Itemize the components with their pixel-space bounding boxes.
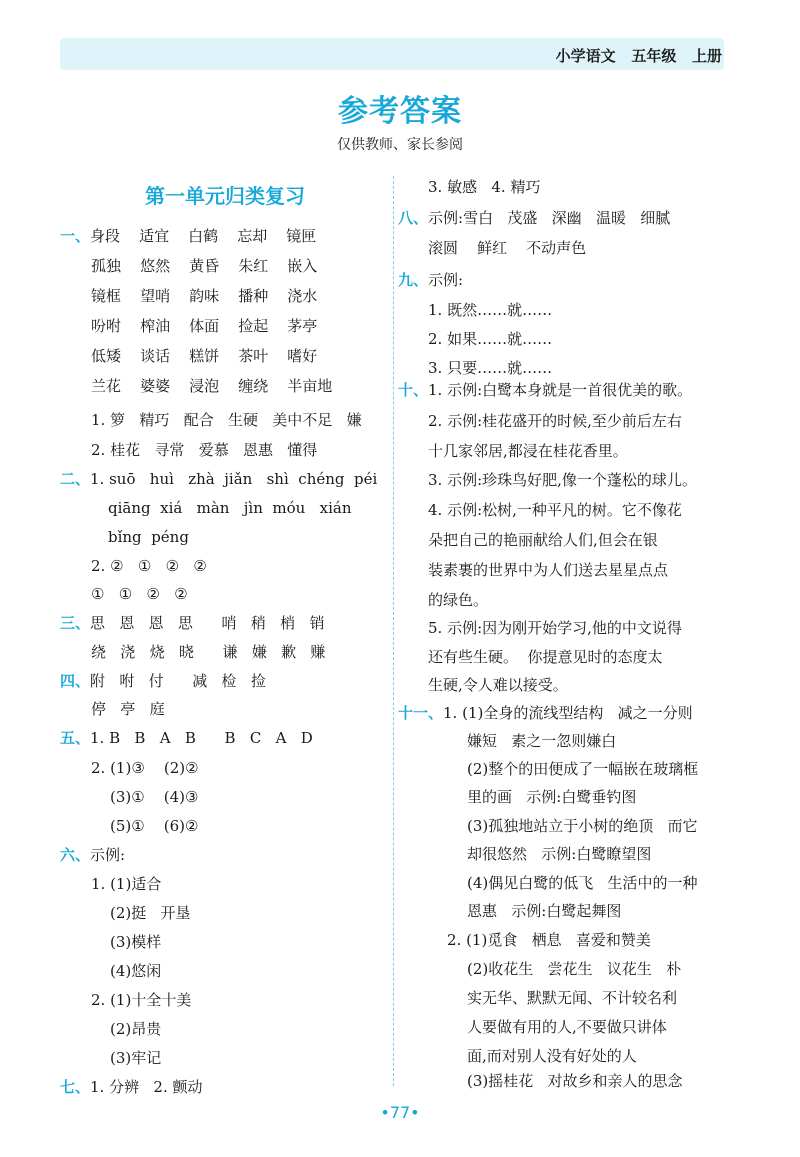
answer-text: 2. ② ① ② ② bbox=[91, 557, 207, 575]
answer-text: 朵把自己的艳丽献给人们,但会在银 bbox=[428, 531, 658, 549]
right-answer-line bbox=[428, 590, 488, 610]
answer-text: (3)摇桂花 对故乡和亲人的思念 bbox=[467, 1072, 683, 1090]
right-answer-line bbox=[398, 270, 463, 290]
answer-text: 1. 既然……就…… bbox=[428, 301, 553, 319]
answer-text: 孤独 悠然 黄昏 朱红 嵌入 bbox=[91, 257, 318, 275]
right-answer-line bbox=[467, 1071, 683, 1091]
question-number: 二、 bbox=[60, 470, 91, 488]
left-answer-line bbox=[91, 642, 325, 662]
answer-text: 3. 敏感 4. 精巧 bbox=[428, 178, 541, 196]
answer-text: (3)模样 bbox=[110, 933, 162, 951]
answer-text: 1. 示例:白鹭本身就是一首很优美的歌。 bbox=[428, 381, 693, 399]
answer-text: 身段 适宜 白鹤 忘却 镜匣 bbox=[90, 227, 317, 245]
right-answer-line bbox=[428, 358, 552, 378]
right-answer-line bbox=[467, 988, 677, 1008]
answer-text: qiāng xiá màn jìn móu xián bbox=[108, 499, 352, 517]
unit-title: 第一单元归类复习 bbox=[145, 184, 305, 208]
left-answer-line bbox=[110, 903, 191, 923]
answer-text: (2)昂贵 bbox=[110, 1020, 162, 1038]
right-answer-line bbox=[428, 647, 663, 667]
right-answer-line bbox=[467, 816, 698, 836]
right-answer-line bbox=[428, 470, 697, 490]
answer-text: 思 恩 恩 思 哨 稍 梢 销 bbox=[90, 614, 325, 632]
left-answer-line bbox=[91, 410, 362, 430]
right-answer-line bbox=[467, 959, 681, 979]
answer-text: 却很悠然 示例:白鹭瞭望图 bbox=[467, 845, 652, 863]
right-answer-line bbox=[428, 411, 682, 431]
answer-text: 2. 如果……就…… bbox=[428, 330, 553, 348]
left-answer-line bbox=[110, 1048, 161, 1068]
right-answer-line bbox=[428, 300, 552, 320]
column-divider bbox=[393, 176, 394, 1086]
answer-text: 2. (1)觅食 栖息 喜爱和赞美 bbox=[447, 931, 651, 949]
question-number: 六、 bbox=[60, 846, 91, 864]
right-answer-line bbox=[467, 1046, 637, 1066]
answer-text: (3)① (4)③ bbox=[110, 788, 199, 806]
page-number: •77• bbox=[380, 1103, 420, 1122]
question-number: 三、 bbox=[60, 614, 91, 632]
answer-text: 嫌短 素之一忽则嫌白 bbox=[467, 732, 617, 750]
right-answer-line bbox=[467, 873, 698, 893]
right-answer-line bbox=[428, 560, 668, 580]
answer-text: (2)整个的田便成了一幅嵌在玻璃框 bbox=[467, 760, 699, 778]
left-answer-line bbox=[91, 346, 317, 366]
answer-text: bǐng péng bbox=[108, 528, 189, 546]
left-answer-line bbox=[110, 932, 161, 952]
answer-text: 十几家邻居,都浸在桂花香里。 bbox=[428, 442, 628, 460]
right-answer-line bbox=[428, 675, 568, 695]
right-answer-line bbox=[398, 208, 670, 228]
left-answer-line bbox=[108, 527, 189, 547]
answer-text: (5)① (6)② bbox=[110, 817, 199, 835]
answer-text: 1. 箩 精巧 配合 生硬 美中不足 嫌 bbox=[91, 411, 362, 429]
left-answer-line bbox=[110, 816, 198, 836]
answer-text: (2)收花生 尝花生 议花生 朴 bbox=[467, 960, 682, 978]
right-answer-line bbox=[467, 731, 616, 751]
right-answer-line bbox=[467, 901, 621, 921]
answer-text: 滚圆 鲜红 不动声色 bbox=[428, 239, 587, 257]
answer-text: 停 亭 庭 bbox=[91, 700, 165, 718]
answer-text: 低矮 谈话 糕饼 茶叶 嗜好 bbox=[91, 347, 318, 365]
answer-text: 的绿色。 bbox=[428, 591, 489, 609]
right-answer-line bbox=[447, 930, 651, 950]
answer-text: 2. (1)③ (2)② bbox=[91, 759, 199, 777]
left-answer-line bbox=[91, 286, 317, 306]
answer-text: 示例: bbox=[90, 846, 126, 864]
answer-text: (3)孤独地站立于小树的绝顶 而它 bbox=[467, 817, 698, 835]
answer-text: 1. B B A B B C A D bbox=[90, 729, 313, 747]
left-answer-line bbox=[91, 556, 207, 576]
left-answer-line bbox=[60, 613, 324, 633]
left-answer-line bbox=[91, 990, 191, 1010]
right-answer-line bbox=[428, 530, 658, 550]
answer-text: 2. (1)十全十美 bbox=[91, 991, 192, 1009]
answer-text: 1. suō huì zhà jiǎn shì chéng péi bbox=[90, 470, 378, 488]
right-answer-line bbox=[428, 500, 682, 520]
answer-text: 里的画 示例:白鹭垂钓图 bbox=[467, 788, 637, 806]
answer-text: 3. 只要……就…… bbox=[428, 359, 553, 377]
right-answer-line bbox=[467, 1017, 667, 1037]
answer-text: 4. 示例:松树,一种平凡的树。它不像花 bbox=[428, 501, 682, 519]
right-answer-line bbox=[398, 380, 692, 400]
answer-text: (3)牢记 bbox=[110, 1049, 162, 1067]
left-answer-line bbox=[60, 469, 377, 489]
answer-text: 兰花 婆婆 浸泡 缠绕 半亩地 bbox=[91, 377, 333, 395]
question-number: 九、 bbox=[398, 271, 429, 289]
header-text: 小学语文 五年级 上册 bbox=[555, 47, 722, 65]
answer-text: 3. 示例:珍珠鸟好肥,像一个蓬松的球儿。 bbox=[428, 471, 697, 489]
answer-text: 镜框 望哨 韵味 播种 浇水 bbox=[91, 287, 318, 305]
left-answer-line bbox=[60, 1077, 202, 1097]
answer-text: 吩咐 榨油 体面 捡起 茅亭 bbox=[91, 317, 318, 335]
answer-text: 1. 分辨 2. 颤动 bbox=[90, 1078, 203, 1096]
right-answer-line bbox=[428, 238, 586, 258]
answer-text: 附 咐 付 减 检 捡 bbox=[90, 672, 266, 690]
left-answer-line bbox=[110, 787, 198, 807]
page-title: 参考答案 bbox=[338, 94, 462, 129]
left-answer-line bbox=[60, 728, 313, 748]
right-answer-line bbox=[398, 703, 693, 723]
question-number: 七、 bbox=[60, 1078, 91, 1096]
answer-text: 2. 桂花 寻常 爱慕 恩惠 懂得 bbox=[91, 441, 318, 459]
question-number: 五、 bbox=[60, 729, 91, 747]
answer-text: 实无华、默默无闻、不计较名利 bbox=[467, 989, 678, 1007]
left-answer-line bbox=[91, 699, 165, 719]
left-answer-line bbox=[91, 874, 161, 894]
answer-text: 5. 示例:因为刚开始学习,他的中文说得 bbox=[428, 619, 682, 637]
answer-text: (2)挺 开垦 bbox=[110, 904, 191, 922]
left-answer-line bbox=[91, 316, 317, 336]
answer-text: 1. (1)全身的流线型结构 减之一分则 bbox=[443, 704, 693, 722]
answer-text: 1. (1)适合 bbox=[91, 875, 162, 893]
left-answer-line bbox=[91, 584, 188, 604]
answer-text: 人要做有用的人,不要做只讲体 bbox=[467, 1018, 667, 1036]
left-answer-line bbox=[91, 376, 332, 396]
left-answer-line bbox=[91, 758, 199, 778]
answer-text: (4)偶见白鹭的低飞 生活中的一种 bbox=[467, 874, 698, 892]
left-answer-line bbox=[91, 440, 317, 460]
left-answer-line bbox=[91, 256, 317, 276]
right-answer-line bbox=[467, 759, 698, 779]
right-answer-line bbox=[467, 787, 636, 807]
answer-text: 面,而对别人没有好处的人 bbox=[467, 1047, 637, 1065]
answer-text: ① ① ② ② bbox=[91, 585, 188, 603]
question-number: 四、 bbox=[60, 672, 91, 690]
left-answer-line bbox=[60, 845, 125, 865]
question-number: 一、 bbox=[60, 227, 91, 245]
right-answer-line bbox=[428, 177, 540, 197]
left-answer-line bbox=[60, 671, 266, 691]
left-answer-line bbox=[108, 498, 352, 518]
page-subtitle: 仅供教师、家长参阅 bbox=[337, 137, 463, 153]
question-number: 十一、 bbox=[398, 704, 444, 722]
answer-text: 绕 浇 烧 晓 谦 嫌 歉 赚 bbox=[91, 643, 326, 661]
right-answer-line bbox=[428, 441, 628, 461]
answer-text: 装素裹的世界中为人们送去星星点点 bbox=[428, 561, 669, 579]
answer-text: 示例: bbox=[428, 271, 464, 289]
answer-text: 恩惠 示例:白鹭起舞图 bbox=[467, 902, 622, 920]
right-answer-line bbox=[428, 618, 682, 638]
answer-text: 2. 示例:桂花盛开的时候,至少前后左右 bbox=[428, 412, 682, 430]
left-answer-line bbox=[110, 961, 161, 981]
question-number: 八、 bbox=[398, 209, 429, 227]
answer-text: (4)悠闲 bbox=[110, 962, 162, 980]
left-answer-line bbox=[110, 1019, 161, 1039]
answer-text: 生硬,令人难以接受。 bbox=[428, 676, 568, 694]
question-number: 十、 bbox=[398, 381, 429, 399]
right-answer-line bbox=[428, 329, 552, 349]
left-answer-line bbox=[60, 226, 316, 246]
right-answer-line bbox=[467, 844, 651, 864]
answer-text: 示例:雪白 茂盛 深幽 温暖 细腻 bbox=[428, 209, 671, 227]
answer-text: 还有些生硬。 你提意见时的态度太 bbox=[428, 648, 663, 666]
